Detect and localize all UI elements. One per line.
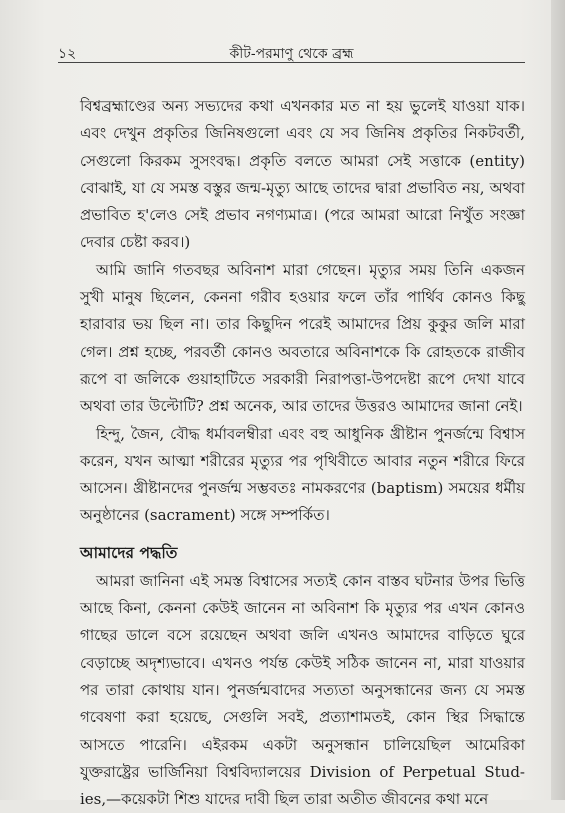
running-title: কীট-পরমাণু থেকে ব্রহ্ম — [229, 46, 354, 62]
paragraph-1: বিশ্বব্রহ্মাণ্ডের অন্য সভ্যদের কথা এখনকার মত না হয় ভুলেই যাওয়া যাক। এবং দেখুন প্রকৃতির জিনিষগুলো এবং যে সব জিনিষ প্রকৃতির নিকটবর্তী, সেগুলো কিরকম সুসংবদ্ধ। প্রকৃতি বলতে আমরা সেই সত্তাকে (entity) বোঝাই, যা যে সমস্ত বস্তুর জন্ম-মৃত্যু আছে তাদের দ্বারা প্রভাবিত নয়, অথবা প্রভাবিত হ'লেও সেই প্রভাব নগণ্যমাত্র। (পরে আমরা আরো নিখুঁত সংজ্ঞা দেবার চেষ্টা করব।) — [80, 97, 525, 252]
section-heading: আমাদের পদ্ধতি — [80, 542, 178, 562]
running-header — [58, 40, 525, 66]
header-rule — [58, 62, 525, 63]
section-paragraph: আমরা জানিনা এই সমস্ত বিশ্বাসের সত্যই কোন বাস্তব ঘটনার উপর ভিত্তি আছে কিনা, কেননা কেউই জানেন না অবিনাশ কি মৃত্যুর পর এখন কোনও গাছের ডালে বসে রয়েছেন অথবা জলি এখনও আমাদের বাড়িতে ঘুরে বেড়াচ্ছে অদৃশ্যভাবে। এখনও পর্যন্ত কেউই সঠিক জানেন না, মারা যাওয়ার পর তারা কোথায় যান। পুনর্জন্মবাদের সত্যতা অনুসন্ধানের জন্য যে সমস্ত গবেষণা করা হয়েছে, সেগুলি সবই, প্রত্যাশামতই, কোন স্থির সিদ্ধান্তে আসতে পারেনি। এইরকম একটা অনুসন্ধান চালিয়েছিল আমেরিকা যুক্তরাষ্ট্রের ভার্জিনিয়া বিশ্ববিদ্যালয়ের Division of Perpetual Stud-ies,—কয়েকটা শিশু যাদের দাবী ছিল তারা অতীত জীবনের কথা মনে — [80, 571, 525, 809]
paragraph-3: হিন্দু, জৈন, বৌদ্ধ ধর্মাবলম্বীরা এবং বহু আধুনিক খ্রীষ্টান পুনর্জন্মে বিশ্বাস করেন, যখন আত্মা শরীরের মৃত্যুর পর পৃথিবীতে আবার নতুন শরীরে ফিরে আসেন। খ্রীষ্টানদের পুনর্জন্ম সম্ভবতঃ নামকরণের (baptism) সময়ের ধর্মীয় অনুষ্ঠানের (sacrament) সঙ্গে সম্পর্কিত। — [80, 424, 525, 525]
page-edge — [551, 0, 565, 800]
page-number: ১২ — [58, 46, 77, 62]
paragraph-2: আমি জানি গতবছর অবিনাশ মারা গেছেন। মৃত্যুর সময় তিনি একজন সুখী মানুষ ছিলেন, কেননা গরীব হওয়ার ফলে তাঁর পার্থিব কোনও কিছু হারাবার ভয় ছিল না। তার কিছুদিন পরেই আমাদের প্রিয় কুকুর জলি মারা গেল। প্রশ্ন হচ্ছে, পরবর্তী কোনও অবতারে অবিনাশকে কি রোহতকে রাজীব রূপে বা জলিকে গুয়াহাটিতে সরকারী নিরাপত্তা-উপদেষ্টা রূপে দেখা যাবে অথবা তার উল্টোটি? প্রশ্ন অনেক, আর তাদের উত্তরও আমাদের জানা নেই। — [80, 260, 525, 416]
page-body — [80, 93, 525, 813]
